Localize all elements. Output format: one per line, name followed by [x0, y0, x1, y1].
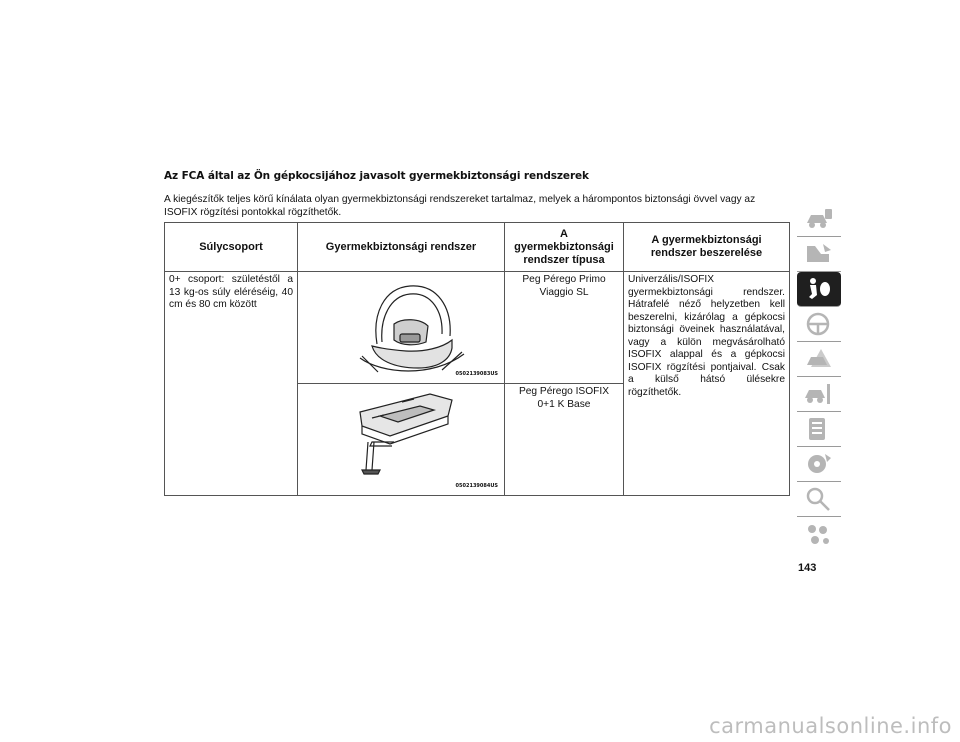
tab-index[interactable]: [797, 482, 841, 517]
system-type-cell: Peg Pérego ISOFIX 0+1 K Base: [505, 384, 624, 496]
weight-group-cell: 0+ csoport: születéstől a 13 kg-os súly eléréséig, 40 cm és 80 cm között: [165, 272, 298, 496]
header-restraint-system: Gyermekbiztonsági rendszer: [298, 223, 505, 272]
table-header-row: [165, 223, 790, 272]
infant-carrier-icon: [302, 274, 509, 381]
tab-service[interactable]: [797, 377, 841, 412]
tab-car-info[interactable]: [797, 202, 841, 237]
tab-multimedia[interactable]: [797, 447, 841, 482]
index-search-icon: [803, 485, 835, 513]
tab-technical[interactable]: [797, 412, 841, 447]
multimedia-icon: [803, 450, 835, 478]
dashboard-warning-icon: [803, 240, 835, 268]
tab-driving[interactable]: [797, 307, 841, 342]
header-system-type: A gyermekbiztonsági rendszer típusa: [505, 223, 624, 272]
image-code: 0502139084US: [455, 482, 498, 489]
child-seat-table: [164, 222, 790, 496]
airbag-safety-icon: [803, 275, 835, 303]
intro-paragraph: A kiegészítők teljes körű kínálata olyan gyermekbiztonsági rendszereket tartalmaz, melyek a hárompontos biztonsági övvel vagy az ISOFIX rögzítési pontokkal rögzíthetők.: [164, 194, 756, 218]
emergency-icon: [803, 345, 835, 373]
car-service-icon: [803, 380, 835, 408]
language-index-icon: [803, 520, 835, 548]
tab-safety[interactable]: [797, 272, 841, 307]
section-heading: Az FCA által az Ön gépkocsijához javasolt gyermekbiztonsági rendszerek: [164, 170, 589, 182]
image-code: 0502139083US: [455, 370, 498, 377]
tab-emergency[interactable]: [797, 342, 841, 377]
header-installation: A gyermekbiztonsági rendszer beszerelése: [624, 223, 790, 272]
watermark: carmanualsonline.info: [709, 714, 952, 738]
table-row: [165, 272, 790, 384]
header-weight-group: Súlycsoport: [165, 223, 298, 272]
tab-dashboard[interactable]: [797, 237, 841, 272]
tab-language[interactable]: [797, 517, 841, 551]
system-type-cell: Peg Pérego Primo Viaggio SL: [505, 272, 624, 384]
infant-carrier-image-cell: [298, 272, 505, 384]
isofix-base-image-cell: [298, 384, 505, 496]
isofix-base-icon: [302, 386, 509, 493]
steering-wheel-icon: [803, 310, 835, 338]
page-number: 143: [798, 562, 817, 574]
technical-data-icon: [803, 415, 835, 443]
car-info-icon: [803, 205, 835, 233]
installation-cell: Univerzális/ISOFIX gyermekbiztonsági rendszer. Hátrafelé néző helyzetben kell beszerelni, kizárólag a gépkocsi biztonsági öveinek használatával, vagy a külön megvásárolható ISOFIX alappal és a gépkocsi ISOFIX rögzítési pontjaival. Csak a külső hátsó ülésekre rögzíthetők.: [624, 272, 790, 496]
